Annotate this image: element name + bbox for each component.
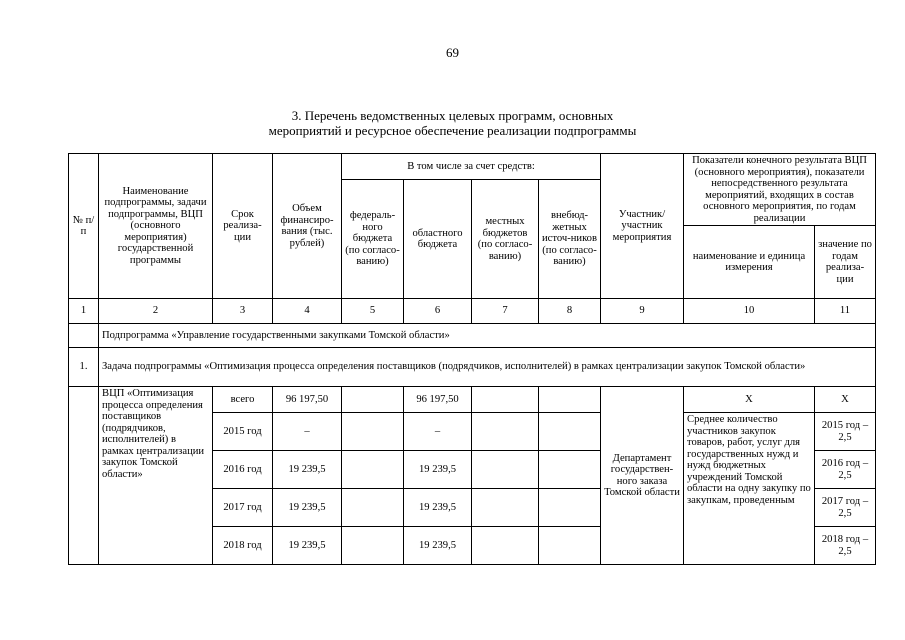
column-number: 8 bbox=[539, 299, 601, 324]
column-number: 11 bbox=[815, 299, 876, 324]
extrabudget-cell bbox=[539, 451, 601, 489]
period-cell: 2017 год bbox=[213, 489, 273, 527]
column-number: 10 bbox=[684, 299, 815, 324]
title-line-1: 3. Перечень ведомственных целевых программ, основных bbox=[291, 108, 614, 123]
task-title: Задача подпрограммы «Оптимизация процесса определения поставщиков (подрядчиков, исполнителей) в рамках централизации закупок Томской области» bbox=[99, 348, 876, 387]
regional-cell: 96 197,50 bbox=[404, 387, 472, 413]
header-col-regional: областного бюджета bbox=[404, 180, 472, 299]
indicator-value-cell: 2017 год – 2,5 bbox=[815, 489, 876, 527]
federal-cell bbox=[342, 451, 404, 489]
title-line-2: мероприятий и ресурсное обеспечение реализации подпрограммы bbox=[268, 123, 637, 138]
subprogram-title: Подпрограмма «Управление государственными закупками Томской области» bbox=[99, 324, 876, 348]
volume-cell: 96 197,50 bbox=[273, 387, 342, 413]
participant-cell: Департамент государствен-ного заказа Томской области bbox=[601, 387, 684, 565]
local-cell bbox=[472, 489, 539, 527]
regional-cell: 19 239,5 bbox=[404, 451, 472, 489]
indicator-value-x: X bbox=[815, 387, 876, 413]
table-row-total bbox=[69, 387, 876, 413]
header-col-local: местных бюджетов (по согласо-ванию) bbox=[472, 180, 539, 299]
programs-table bbox=[68, 153, 876, 565]
page-title bbox=[0, 108, 905, 138]
period-cell: 2018 год bbox=[213, 527, 273, 565]
task-number: 1. bbox=[69, 348, 99, 387]
column-number: 3 bbox=[213, 299, 273, 324]
header-funding-group: В том числе за счет средств: bbox=[342, 154, 601, 180]
local-cell bbox=[472, 527, 539, 565]
column-number: 9 bbox=[601, 299, 684, 324]
column-number: 4 bbox=[273, 299, 342, 324]
column-number: 6 bbox=[404, 299, 472, 324]
column-number: 5 bbox=[342, 299, 404, 324]
vcp-name: ВЦП «Оптимизация процесса определения поставщиков (подрядчиков, исполнителей) в рамках централизации закупок Томской области» bbox=[99, 387, 213, 565]
period-cell: всего bbox=[213, 387, 273, 413]
column-number: 7 bbox=[472, 299, 539, 324]
indicator-value-cell: 2016 год – 2,5 bbox=[815, 451, 876, 489]
volume-cell: 19 239,5 bbox=[273, 451, 342, 489]
vcp-number bbox=[69, 387, 99, 565]
regional-cell: 19 239,5 bbox=[404, 489, 472, 527]
period-cell: 2015 год bbox=[213, 413, 273, 451]
header-col-federal: федераль-ного бюджета (по согласо-ванию) bbox=[342, 180, 404, 299]
extrabudget-cell bbox=[539, 387, 601, 413]
local-cell bbox=[472, 413, 539, 451]
header-col-indicator-value: значение по годам реализа-ции bbox=[815, 226, 876, 299]
extrabudget-cell bbox=[539, 527, 601, 565]
task-row bbox=[69, 348, 876, 387]
header-row-1 bbox=[69, 154, 876, 180]
column-number: 2 bbox=[99, 299, 213, 324]
federal-cell bbox=[342, 527, 404, 565]
column-number-row bbox=[69, 299, 876, 324]
extrabudget-cell bbox=[539, 413, 601, 451]
local-cell bbox=[472, 387, 539, 413]
indicator-name-cell: Среднее количество участников закупок товаров, работ, услуг для государственных нужд и нужд бюджетных учреждений Томской области на одну закупку по закупкам, проведенным bbox=[684, 413, 815, 565]
column-number: 1 bbox=[69, 299, 99, 324]
federal-cell bbox=[342, 387, 404, 413]
header-col-period: Срок реализа-ции bbox=[213, 154, 273, 299]
federal-cell bbox=[342, 489, 404, 527]
subprogram-row bbox=[69, 324, 876, 348]
header-col-number: № п/п bbox=[69, 154, 99, 299]
header-col-extrabudget: внебюд-жетных источ-ников (по согласо-ванию) bbox=[539, 180, 601, 299]
header-col-volume: Объем финансиро-вания (тыс. рублей) bbox=[273, 154, 342, 299]
page-number: 69 bbox=[446, 45, 459, 60]
regional-cell: – bbox=[404, 413, 472, 451]
indicator-value-cell: 2015 год – 2,5 bbox=[815, 413, 876, 451]
volume-cell: 19 239,5 bbox=[273, 527, 342, 565]
header-col-name: Наименование подпрограммы, задачи подпрограммы, ВЦП (основного мероприятия) государственной программы bbox=[99, 154, 213, 299]
period-cell: 2016 год bbox=[213, 451, 273, 489]
indicator-value-cell: 2018 год – 2,5 bbox=[815, 527, 876, 565]
header-indicators-group: Показатели конечного результата ВЦП (основного мероприятия), показатели непосредственного результата мероприятий, входящих в состав основного мероприятия, по годам реализации bbox=[684, 154, 876, 226]
header-col-participant: Участник/ участник мероприятия bbox=[601, 154, 684, 299]
volume-cell: – bbox=[273, 413, 342, 451]
local-cell bbox=[472, 451, 539, 489]
indicator-name-x: X bbox=[684, 387, 815, 413]
volume-cell: 19 239,5 bbox=[273, 489, 342, 527]
federal-cell bbox=[342, 413, 404, 451]
regional-cell: 19 239,5 bbox=[404, 527, 472, 565]
subprogram-number bbox=[69, 324, 99, 348]
extrabudget-cell bbox=[539, 489, 601, 527]
header-col-indicator-name: наименование и единица измерения bbox=[684, 226, 815, 299]
